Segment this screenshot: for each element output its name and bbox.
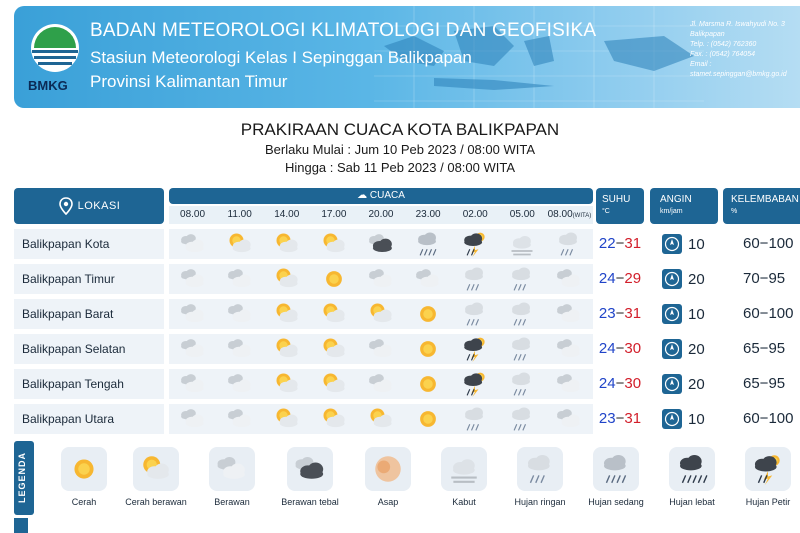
humidity-range: 65−95: [723, 369, 800, 399]
humidity-range: 60−100: [723, 404, 800, 434]
hujan-petir-icon: [461, 230, 489, 258]
temp-max: 31: [624, 305, 642, 322]
berawan-icon: [555, 265, 583, 293]
hujan-sedang-icon: [599, 452, 633, 486]
temperature-range: 23−31: [596, 299, 644, 329]
header-temp-label: SUHU: [602, 194, 631, 205]
legend-label: Asap: [377, 497, 399, 507]
weather-cell: [499, 369, 546, 399]
berawan-icon: [555, 300, 583, 328]
legend-icon-box: [61, 447, 107, 491]
kabut-icon: [508, 230, 536, 258]
contact-line: Fax. : (0542) 764054: [690, 51, 755, 58]
berawan-icon: [226, 405, 254, 433]
humidity-range: 60−100: [723, 229, 800, 259]
compass-icon: [662, 374, 682, 394]
berawan-icon: [367, 370, 395, 398]
temperature-range: 24−30: [596, 334, 644, 364]
weather-cell: [216, 404, 263, 434]
weather-cell: [310, 334, 357, 364]
weather-cell: [546, 334, 593, 364]
weather-cell: [169, 369, 216, 399]
location-name: Balikpapan Utara: [14, 404, 164, 434]
weather-cell: [169, 334, 216, 364]
weather-cell: [263, 299, 310, 329]
berawan-icon: [414, 265, 442, 293]
contact-line: Balikpapan: [690, 31, 725, 38]
hujan-ringan-icon: [461, 265, 489, 293]
weather-cell: [405, 229, 452, 259]
cloud-icon: ☁: [357, 190, 370, 201]
humidity-range: 60−100: [723, 299, 800, 329]
weather-cell: [216, 369, 263, 399]
header-wind-label: ANGIN: [660, 194, 692, 205]
legend-icon-box: [287, 447, 333, 491]
legend-item: [578, 447, 654, 507]
legend-icon-box: [441, 447, 487, 491]
time-label: 14.00: [274, 209, 300, 220]
berawan-icon: [179, 265, 207, 293]
weather-cell: [169, 229, 216, 259]
berawan-icon: [555, 370, 583, 398]
berawan-icon: [179, 405, 207, 433]
hujan-ringan-icon: [508, 335, 536, 363]
cerah-berawan-icon: [273, 230, 301, 258]
legend-label: Hujan lebat: [669, 497, 715, 507]
legend-label: Kabut: [452, 497, 476, 507]
weather-cell: [357, 404, 404, 434]
hujan-ringan-icon: [461, 405, 489, 433]
legend-label: Berawan: [214, 497, 250, 507]
cerah-berawan-icon: [320, 370, 348, 398]
compass-icon: [662, 234, 682, 254]
weather-cell: [216, 264, 263, 294]
cerah-berawan-icon: [320, 405, 348, 433]
berawan-icon: [555, 405, 583, 433]
legend-tab-label: LEGENDA: [17, 451, 27, 503]
weather-cell: [452, 369, 499, 399]
berawan-icon: [215, 452, 249, 486]
cerah-berawan-icon: [273, 300, 301, 328]
wind-cell: [650, 229, 718, 259]
weather-cell: [546, 404, 593, 434]
header-weather: [169, 188, 593, 204]
header-humidity-unit: %: [731, 208, 738, 215]
berawan-icon: [226, 300, 254, 328]
legend-label: Cerah: [71, 497, 97, 507]
weather-cell: [499, 264, 546, 294]
temp-min: 22: [598, 235, 616, 252]
hujan-petir-icon: [461, 335, 489, 363]
weather-cell: [452, 229, 499, 259]
cerah-berawan-icon: [273, 370, 301, 398]
location-name: Balikpapan Timur: [14, 264, 164, 294]
cerah-berawan-icon: [367, 300, 395, 328]
station-name: Stasiun Meteorologi Kelas I Sepinggan Balikpapan: [90, 48, 472, 67]
legend-icon-box: [365, 447, 411, 491]
cerah-icon: [414, 405, 442, 433]
temperature-range: 23−31: [596, 404, 644, 434]
time-label: 08.00: [180, 209, 206, 220]
hujan-petir-icon: [751, 452, 785, 486]
legend-icon-box: [669, 447, 715, 491]
time-label: 17.00: [321, 209, 347, 220]
time-label: 11.00: [227, 209, 252, 220]
header-weather-label: CUACA: [369, 190, 405, 201]
valid-from: Berlaku Mulai : Jum 10 Peb 2023 / 08:00 WITA: [264, 142, 535, 157]
header-banner: [14, 6, 800, 108]
weather-cell: [169, 299, 216, 329]
weather-cell: [546, 229, 593, 259]
cerah-berawan-icon: [273, 335, 301, 363]
wind-speed: 10: [688, 410, 705, 428]
contact-line: Jl. Marsma R. Iswahyudi No. 3: [690, 21, 785, 28]
weather-cell: [546, 369, 593, 399]
cerah-icon: [414, 300, 442, 328]
weather-cell: [263, 229, 310, 259]
header-wind: [650, 188, 718, 224]
cerah-berawan-icon: [367, 405, 395, 433]
weather-cell: [499, 229, 546, 259]
header-temperature: [596, 188, 644, 224]
weather-cell: [452, 404, 499, 434]
legend-icon-box: [745, 447, 791, 491]
location-name: Balikpapan Barat: [14, 299, 164, 329]
weather-cell: [169, 404, 216, 434]
contact-line: Telp. : (0542) 762360: [690, 41, 757, 48]
weather-icons: [169, 369, 593, 399]
header-humidity: [723, 188, 800, 224]
weather-cell: [263, 264, 310, 294]
compass-icon: [662, 339, 682, 359]
weather-cell: [216, 299, 263, 329]
berawan-icon: [179, 370, 207, 398]
weather-cell: [169, 264, 216, 294]
weather-cell: [546, 264, 593, 294]
hujan-petir-icon: [461, 370, 489, 398]
cerah-berawan-icon: [139, 452, 173, 486]
cerah-berawan-icon: [320, 300, 348, 328]
cerah-icon: [414, 335, 442, 363]
legend: [14, 441, 800, 515]
berawan-icon: [226, 370, 254, 398]
hujan-ringan-icon: [508, 300, 536, 328]
time-label: 05.00: [509, 209, 535, 220]
berawan-icon: [179, 335, 207, 363]
legend-icon-box: [209, 447, 255, 491]
temp-min: 23: [598, 305, 616, 322]
compass-icon: [662, 304, 682, 324]
weather-cell: [216, 229, 263, 259]
weather-cell: [357, 334, 404, 364]
header-location: [14, 188, 164, 224]
cerah-icon: [414, 370, 442, 398]
legend-item: [350, 447, 426, 507]
hujan-ringan-icon: [555, 230, 583, 258]
weather-cell: [263, 334, 310, 364]
time-label: 20.00: [368, 209, 394, 220]
berawan-icon: [367, 335, 395, 363]
compass-icon: [662, 269, 682, 289]
weather-cell: [357, 229, 404, 259]
wind-cell: [650, 404, 718, 434]
legend-icon-box: [593, 447, 639, 491]
province-name: Provinsi Kalimantan Timur: [90, 72, 288, 91]
location-pin-icon: [58, 197, 74, 215]
weather-cell: [310, 264, 357, 294]
hujan-ringan-icon: [508, 405, 536, 433]
temperature-range: 24−30: [596, 369, 644, 399]
legend-item: [272, 447, 348, 507]
wind-cell: [650, 369, 718, 399]
org-title: BADAN METEOROLOGI KLIMATOLOGI DAN GEOFISIKA: [90, 20, 597, 41]
compass-icon: [662, 409, 682, 429]
wind-cell: [650, 299, 718, 329]
hujan-ringan-icon: [461, 300, 489, 328]
location-name: Balikpapan Tengah: [14, 369, 164, 399]
legend-item: [426, 447, 502, 507]
legend-icon-box: [517, 447, 563, 491]
legend-tab: [14, 441, 34, 515]
weather-cell: [310, 229, 357, 259]
time-label: 02.00: [462, 209, 488, 220]
weather-cell: [216, 334, 263, 364]
weather-cell: [499, 404, 546, 434]
weather-cell: [452, 264, 499, 294]
wind-cell: [650, 334, 718, 364]
weather-cell: [357, 264, 404, 294]
weather-icons: [169, 264, 593, 294]
legend-label: Cerah berawan: [125, 497, 187, 507]
weather-cell: [405, 334, 452, 364]
location-name: Balikpapan Selatan: [14, 334, 164, 364]
temperature-range: 22−31: [596, 229, 644, 259]
cerah-berawan-icon: [226, 230, 254, 258]
valid-to: Hingga : Sab 11 Peb 2023 / 08:00 WITA: [284, 160, 516, 175]
cerah-berawan-icon: [273, 405, 301, 433]
weather-cell: [405, 264, 452, 294]
time-label: [546, 206, 593, 224]
table-row: [14, 334, 800, 364]
temp-min: 24: [598, 340, 616, 357]
legend-label: Hujan Petir: [745, 497, 791, 507]
humidity-range: 65−95: [723, 334, 800, 364]
temp-min: 24: [598, 375, 616, 392]
weather-cell: [452, 334, 499, 364]
temp-max: 31: [624, 235, 642, 252]
header-wind-unit: km/jam: [660, 208, 683, 215]
hujan-ringan-icon: [508, 265, 536, 293]
weather-icons: [169, 334, 593, 364]
legend-item: [118, 447, 194, 507]
legend-item: [730, 447, 800, 507]
table-row: [14, 264, 800, 294]
berawan-icon: [555, 335, 583, 363]
cerah-berawan-icon: [320, 335, 348, 363]
weather-cell: [357, 369, 404, 399]
weather-cell: [310, 404, 357, 434]
time-label: 23.00: [415, 209, 441, 220]
wind-speed: 20: [688, 340, 705, 358]
berawan-tebal-icon: [293, 452, 327, 486]
footer-accent: [14, 518, 28, 533]
contact-line: Email :: [690, 61, 712, 68]
hujan-lebat-icon: [675, 452, 709, 486]
hujan-ringan-icon: [523, 452, 557, 486]
weather-cell: [499, 299, 546, 329]
table-row: [14, 229, 800, 259]
weather-icons: [169, 404, 593, 434]
header-location-label: LOKASI: [77, 200, 121, 212]
legend-item: [502, 447, 578, 507]
weather-cell: [310, 369, 357, 399]
temperature-range: 24−29: [596, 264, 644, 294]
legend-label: Berawan tebal: [281, 497, 339, 507]
asap-icon: [371, 452, 405, 486]
wind-cell: [650, 264, 718, 294]
header-humidity-label: KELEMBABAN: [731, 194, 799, 205]
temp-max: 29: [624, 270, 642, 287]
berawan-tebal-icon: [367, 230, 395, 258]
weather-cell: [310, 299, 357, 329]
table-row: [14, 299, 800, 329]
table-row: [14, 369, 800, 399]
cerah-icon: [320, 265, 348, 293]
weather-cell: [452, 299, 499, 329]
table-row: [14, 404, 800, 434]
weather-cell: [546, 299, 593, 329]
legend-item: [654, 447, 730, 507]
header-temp-unit: °C: [602, 208, 610, 215]
berawan-icon: [367, 265, 395, 293]
temp-min: 24: [598, 270, 616, 287]
weather-icons: [169, 229, 593, 259]
humidity-range: 70−95: [723, 264, 800, 294]
wind-speed: 10: [688, 235, 705, 253]
wind-speed: 10: [688, 305, 705, 323]
hujan-sedang-icon: [414, 230, 442, 258]
legend-label: Hujan ringan: [514, 497, 566, 507]
page-title: PRAKIRAAN CUACA KOTA BALIKPAPAN: [240, 120, 560, 139]
temp-max: 30: [624, 375, 642, 392]
legend-item: [194, 447, 270, 507]
berawan-icon: [179, 230, 207, 258]
temp-min: 23: [598, 410, 616, 427]
weather-cell: [263, 404, 310, 434]
location-name: Balikpapan Kota: [14, 229, 164, 259]
weather-cell: [405, 404, 452, 434]
berawan-icon: [226, 335, 254, 363]
contact-line: stamet.sepinggan@bmkg.go.id: [690, 71, 787, 78]
legend-icon-box: [133, 447, 179, 491]
berawan-icon: [226, 265, 254, 293]
legend-item: [46, 447, 122, 507]
time-header-row: [169, 206, 593, 224]
berawan-icon: [179, 300, 207, 328]
temp-max: 31: [624, 410, 642, 427]
weather-cell: [405, 369, 452, 399]
logo-text: BMKG: [28, 78, 68, 93]
weather-cell: [405, 299, 452, 329]
cerah-icon: [67, 452, 101, 486]
wind-speed: 20: [688, 270, 705, 288]
kabut-icon: [447, 452, 481, 486]
weather-cell: [263, 369, 310, 399]
weather-icons: [169, 299, 593, 329]
time-value: 08.00: [547, 209, 573, 220]
hujan-ringan-icon: [508, 370, 536, 398]
cerah-berawan-icon: [320, 230, 348, 258]
weather-cell: [357, 299, 404, 329]
wind-speed: 20: [688, 375, 705, 393]
contact-info: [690, 20, 787, 80]
legend-label: Hujan sedang: [588, 497, 644, 507]
cerah-berawan-icon: [273, 265, 301, 293]
weather-cell: [499, 334, 546, 364]
time-suffix: (WITA): [572, 213, 592, 219]
temp-max: 30: [624, 340, 642, 357]
